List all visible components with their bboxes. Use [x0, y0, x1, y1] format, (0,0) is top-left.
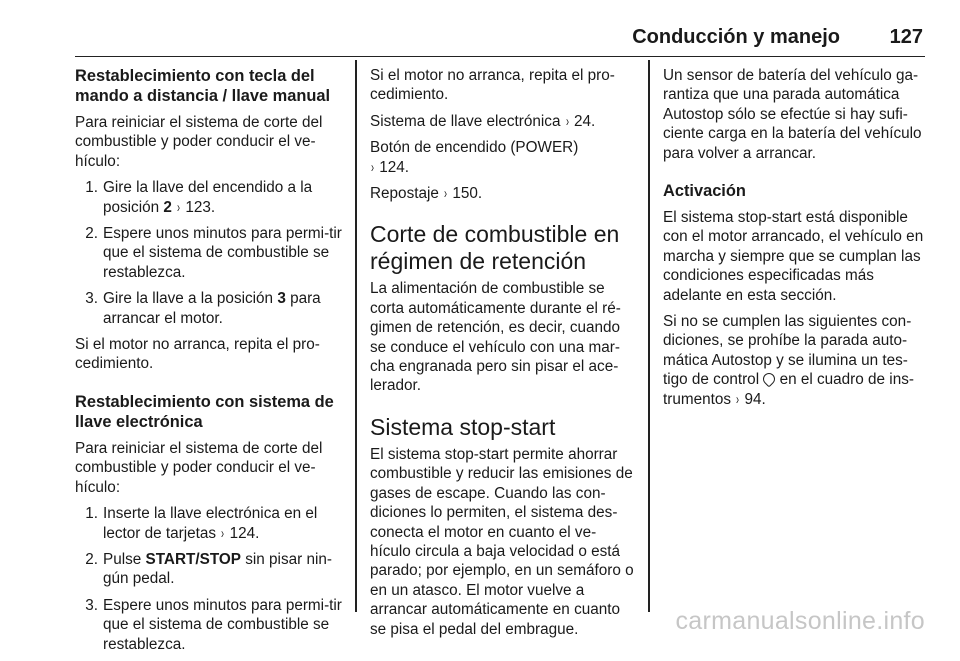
chevron-right-icon[interactable]: › — [565, 112, 569, 130]
watermark: carmanualsonline.info — [675, 607, 925, 635]
paragraph: Un sensor de batería del vehículo ga-rantiza que una parada automática Autostop sólo se efectúe si hay sufi-ciente carga en la batería del vehículo para volver a arrancar. — [663, 67, 922, 162]
paragraph: Repostaje › 150. — [370, 185, 483, 203]
paragraph: Para reiniciar el sistema de corte del combustible y poder conducir el ve-hículo: — [75, 114, 323, 170]
list-item: 2. Espere unos minutos para permi-tir que el sistema de combustible se restablezca. — [85, 225, 342, 281]
list-item: 1. Gire la llave del encendido a la posición 2 › 123. — [85, 179, 313, 216]
paragraph: Si el motor no arranca, repita el pro-cedimiento. — [370, 67, 615, 104]
list-item: 3. Gire la llave a la posición 3 para arrancar el motor. — [85, 290, 321, 327]
column-middle — [370, 66, 636, 646]
page-header — [75, 26, 925, 57]
heading-stop-start: Sistema stop-start — [370, 413, 556, 440]
column-divider — [648, 60, 650, 612]
autostop-indicator-icon — [763, 373, 775, 385]
heading-activation: Activación — [663, 182, 746, 201]
steps-list — [75, 504, 343, 654]
paragraph: Botón de encendido (POWER) › 124. — [370, 139, 579, 176]
paragraph: El sistema stop-start está disponible con el motor arrancado, el vehículo en marcha y siempre que se cumplan las condiciones especificadas más adelante en esta sección. — [663, 209, 924, 304]
chevron-right-icon[interactable]: › — [736, 390, 740, 408]
list-item: 1. Inserte la llave electrónica en el lector de tarjetas › 124. — [85, 505, 318, 542]
heading-reset-key: Restablecimiento con tecla del mando a distancia / llave manual — [75, 67, 331, 105]
chevron-right-icon[interactable]: › — [177, 198, 181, 216]
column-right — [663, 66, 929, 416]
section-title: Conducción y manejo — [632, 26, 840, 48]
column-left — [75, 66, 343, 661]
chevron-right-icon[interactable]: › — [444, 185, 448, 203]
paragraph: La alimentación de combustible se corta automáticamente durante el ré-gimen de retención, es decir, cuando se conduce el vehículo con una mar-cha engranada pero sin pisar el ace-lerador. — [370, 280, 621, 395]
paragraph: El sistema stop-start permite ahorrar combustible y reducir las emisiones de gases de escape. Cuando las con-diciones lo permiten, el sistema des-conecta el motor en cuanto el ve-hículo circula a baja velocidad o está parado; por ejemplo, en un semáforo o en un atasco. El motor vuelve a arrancar automáticamente en cuanto se pisa el pedal del embrague. — [370, 445, 634, 638]
chevron-right-icon[interactable]: › — [221, 524, 225, 542]
heading-reset-electronic: Restablecimiento con sistema de llave electrónica — [75, 392, 334, 431]
page-number: 127 — [889, 26, 923, 48]
heading-fuel-cutoff: Corte de combustible en régimen de retención — [370, 221, 620, 275]
chevron-right-icon[interactable]: › — [371, 158, 374, 176]
paragraph: Para reiniciar el sistema de corte del combustible y poder conducir el ve-hículo: — [75, 439, 323, 496]
steps-list — [75, 178, 343, 328]
list-item: 2. Pulse START/STOP sin pisar nin-gún pedal. — [85, 550, 332, 588]
paragraph: Si no se cumplen las siguientes con-diciones, se prohíbe la parada auto-mática Autostop y se ilumina un tes-tigo de control en el cuadro de ins-trumentos › 94. — [663, 313, 914, 408]
column-divider — [355, 60, 357, 612]
paragraph: Sistema de llave electrónica › 24. — [370, 112, 596, 130]
list-item: 3. Espere unos minutos para permi-tir que el sistema de combustible se restablezca. — [85, 596, 342, 653]
paragraph: Si el motor no arranca, repita el pro-cedimiento. — [75, 336, 320, 373]
